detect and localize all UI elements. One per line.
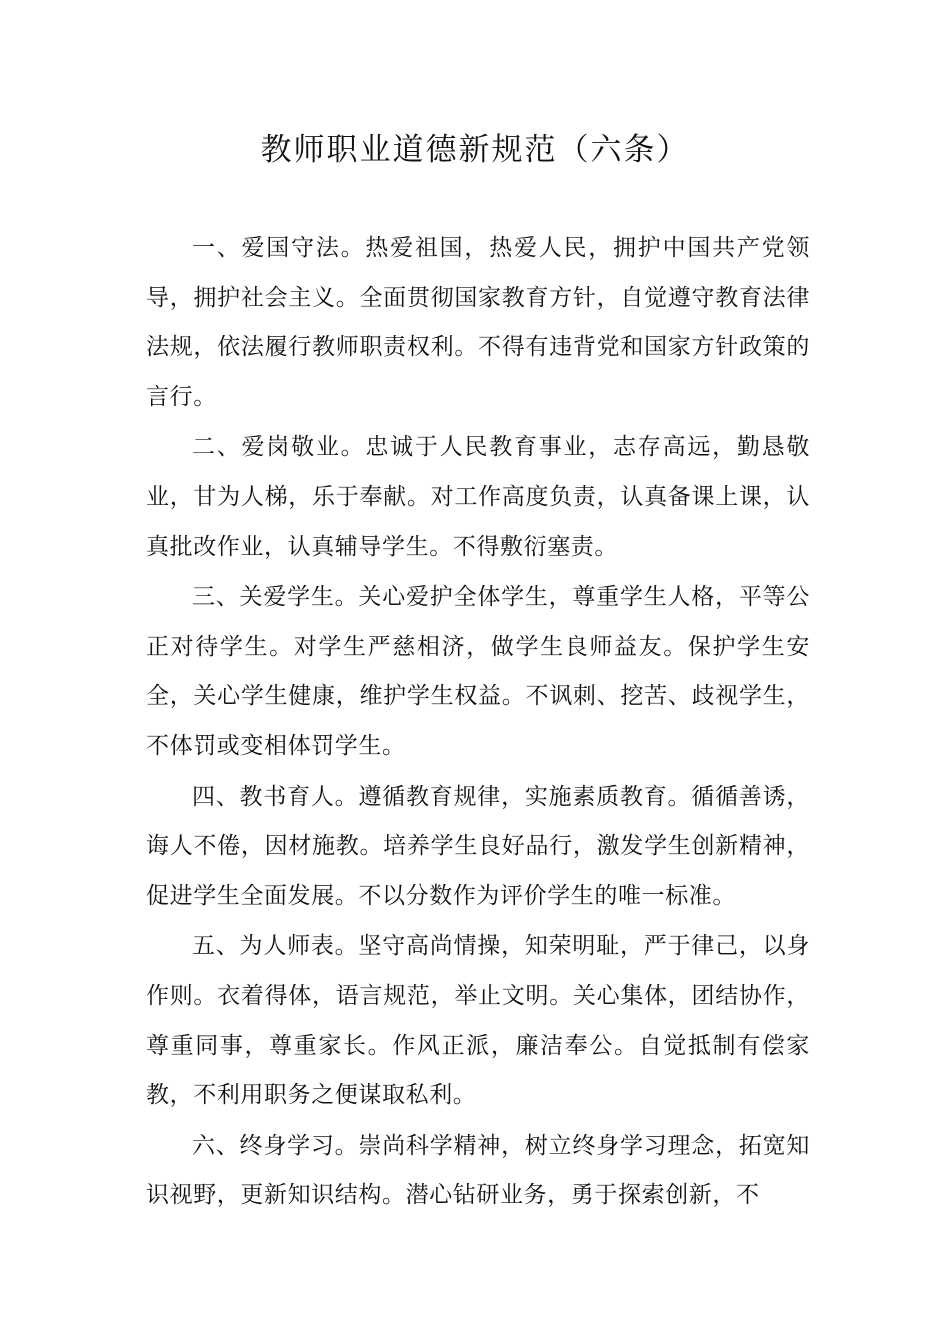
paragraph-6: 六、终身学习。崇尚科学精神，树立终身学习理念，拓宽知识视野，更新知识结构。潜心钻研业务，勇于探索创新，不 (146, 1132, 810, 1209)
paragraph-5: 五、为人师表。坚守高尚情操，知荣明耻，严于律己，以身作则。衣着得体，语言规范，举止文明。关心集体，团结协作，尊重同事，尊重家长。作风正派，廉洁奉公。自觉抵制有偿家教，不利用职务之便谋取私利。 (146, 933, 810, 1109)
paragraph-2: 二、爱岗敬业。忠诚于人民教育事业，志存高远，勤恳敬业，甘为人梯，乐于奉献。对工作高度负责，认真备课上课，认真批改作业，认真辅导学生。不得敷衍塞责。 (146, 434, 810, 560)
document-body (146, 224, 810, 1222)
document-title: 教师职业道德新规范（六条） (260, 132, 690, 168)
paragraph-4: 四、教书育人。遵循教育规律，实施素质教育。循循善诱，诲人不倦，因材施教。培养学生良好品行，激发学生创新精神，促进学生全面发展。不以分数作为评价学生的唯一标准。 (146, 783, 810, 909)
paragraph-1: 一、爱国守法。热爱祖国，热爱人民，拥护中国共产党领导，拥护社会主义。全面贯彻国家教育方针，自觉遵守教育法律法规，依法履行教师职责权利。不得有违背党和国家方针政策的言行。 (146, 235, 810, 410)
paragraph-3: 三、关爱学生。关心爱护全体学生，尊重学生人格，平等公正对待学生。对学生严慈相济，做学生良师益友。保护学生安全，关心学生健康，维护学生权益。不讽刺、挖苦、歧视学生，不体罚或变相体罚学生。 (146, 584, 810, 759)
